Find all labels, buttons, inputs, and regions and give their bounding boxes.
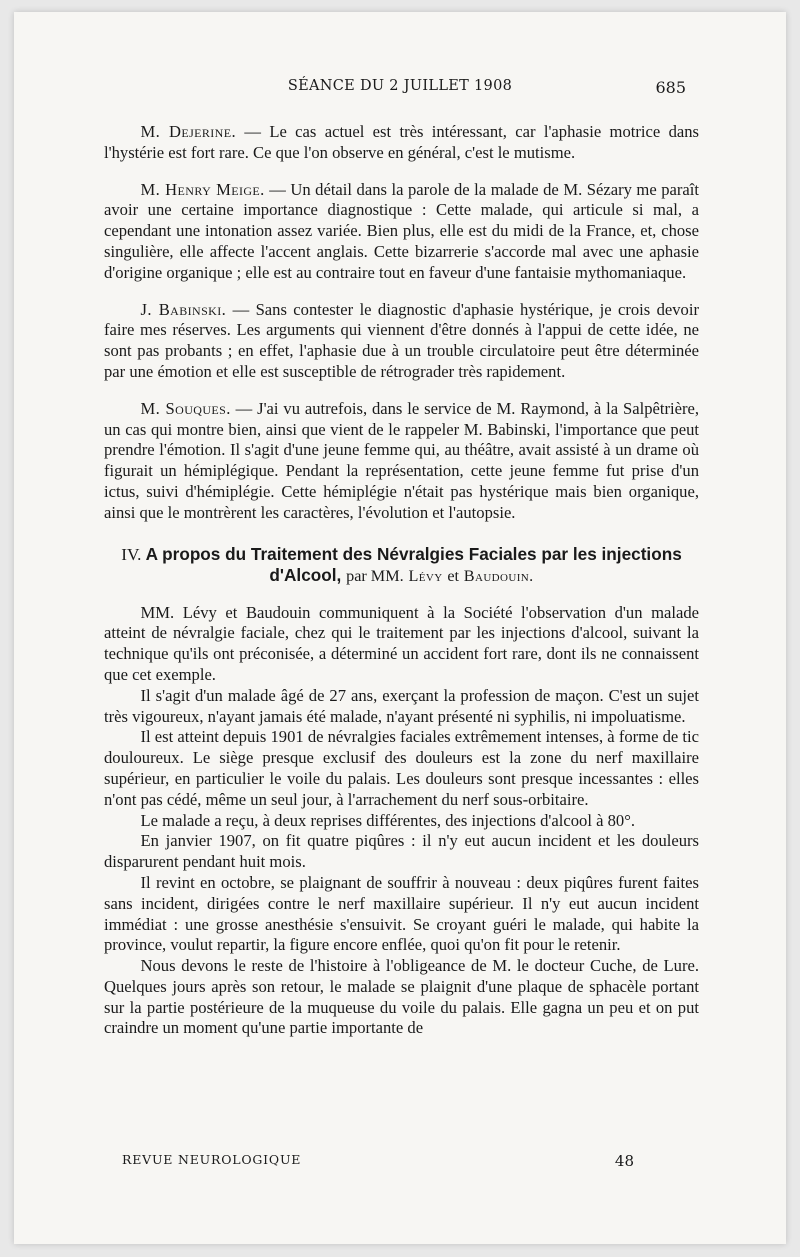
paragraph-text: — Le cas actuel est très intéressant, car l'aphasie motrice dans l'hystérie est fort rare. Ce que l'on observe en général, c'est le mutisme. <box>104 122 699 162</box>
discussion-paragraph <box>104 399 699 524</box>
paragraph-text: — Sans contester le diagnostic d'aphasie hystérique, je crois devoir faire mes réserves. Les arguments qui viennent d'être donnés à l'appui de cette idée, ne sont pas probants ; en effet, l'aphasie due à un trouble circulatoire peut être déterminée par une émotion et elle est susceptible de rétrograder très rapidement. <box>104 299 699 381</box>
section-author: Baudouin. <box>463 566 534 585</box>
running-header <box>14 78 786 102</box>
page-body <box>104 122 699 1039</box>
journal-name: REVUE NEUROLOGIQUE <box>122 1152 302 1167</box>
page-number: 685 <box>655 78 686 97</box>
document-page <box>14 12 786 1244</box>
speaker-name: M. Souques. <box>140 398 231 418</box>
body-paragraph: Il revint en octobre, se plaignant de souffrir à nouveau : deux piqûres furent faites sans incident, dirigées contre le nerf maxillaire supérieur. Il n'y eut aucun incident immédiat : une grosse anesthésie s'ensuivit. Se croyant guéri le malade, qui habite la province, voulut repartir, la figure encore enflée, quoi qu'on fit pour le retenir. <box>104 872 699 955</box>
signature-mark: 48 <box>614 1152 634 1170</box>
speaker-name: M. Henry Meige. <box>140 179 265 199</box>
discussion-paragraph <box>104 122 699 164</box>
section-by: par MM. <box>346 566 404 585</box>
section-heading <box>104 544 699 587</box>
speaker-name: M. Dejerine. <box>140 122 237 141</box>
speaker-name: J. Babinski. <box>140 299 227 319</box>
section-author: Lévy <box>408 566 443 585</box>
paragraph-text: — J'ai vu autrefois, dans le service de M. Raymond, à la Salpêtrière, un cas qui montre bien, ainsi que vient de le rappeler M. Babinski, l'importance que peut prendre l'émotion. Il s'agit d'une jeune femme qui, au théâtre, avait assisté à un drame où figurait un hémiplégique. Pendant la représentation, cette jeune femme fut prise d'un ictus, suivi d'hémiplégie. Cette hémiplégie n'était pas hystérique mais bien organique, ainsi que le montrèrent les caractères, l'évolution et l'autopsie. <box>104 398 700 522</box>
discussion-paragraph <box>104 300 699 383</box>
paragraph-text: — Un détail dans la parole de la malade de M. Sézary me paraît avoir une certaine importance diagnostique : Cette malade, qui articule si mal, a cependant une intonation assez variée. Bien plus, elle est du midi de la France, et, chose singulière, elle affecte l'accent anglais. Cette bizarrerie s'accorde mal avec une aphasie d'origine organique ; elle est au contraire tout en faveur d'une fantaisie mythomaniaque. <box>104 179 700 282</box>
body-paragraph: MM. Lévy et Baudouin communiquent à la Société l'observation d'un malade atteint de névralgie faciale, chez qui le traitement par les injections d'alcool, suivant la technique qu'ils ont préconisée, a déterminé un accident fort rare, dont ils ne connaissent que cet exemple. <box>104 602 699 684</box>
section-title: A propos du Traitement des Névralgies Faciales par les injections d'Alcool, <box>145 543 682 585</box>
section-number: IV. <box>121 544 142 564</box>
body-paragraph: Le malade a reçu, à deux reprises différentes, des injections d'alcool à 80°. <box>140 810 636 830</box>
body-paragraph: Il s'agit d'un malade âgé de 27 ans, exerçant la profession de maçon. C'est un sujet très vigoureux, n'ayant jamais été malade, n'ayant présenté ni syphilis, ni impoluatisme. <box>104 685 699 726</box>
section-and: et <box>447 566 460 585</box>
running-title: SÉANCE DU 2 JUILLET 1908 <box>287 78 513 94</box>
body-paragraph: En janvier 1907, on fit quatre piqûres : il n'y eut aucun incident et les douleurs disparurent pendant huit mois. <box>104 831 699 872</box>
body-paragraph: Il est atteint depuis 1901 de névralgies faciales extrêmement intenses, à forme de tic douloureux. Le siège presque exclusif des douleurs est la zone du nerf maxillaire supérieur, en particulier le voile du palais. Les douleurs sont presque incessantes : elles n'ont pas cédé, même un seul jour, à l'arrachement du nerf sous-orbitaire. <box>104 727 699 809</box>
discussion-paragraph <box>104 180 699 284</box>
body-paragraph: Nous devons le reste de l'histoire à l'obligeance de M. le docteur Cuche, de Lure. Quelques jours après son retour, le malade se plaignit d'une plaque de sphacèle portant sur la partie postérieure de la muqueuse du voile du palais. Elle gagna un peu et on put craindre un moment qu'une partie importante de <box>104 956 699 1038</box>
page-footer <box>122 1152 634 1170</box>
